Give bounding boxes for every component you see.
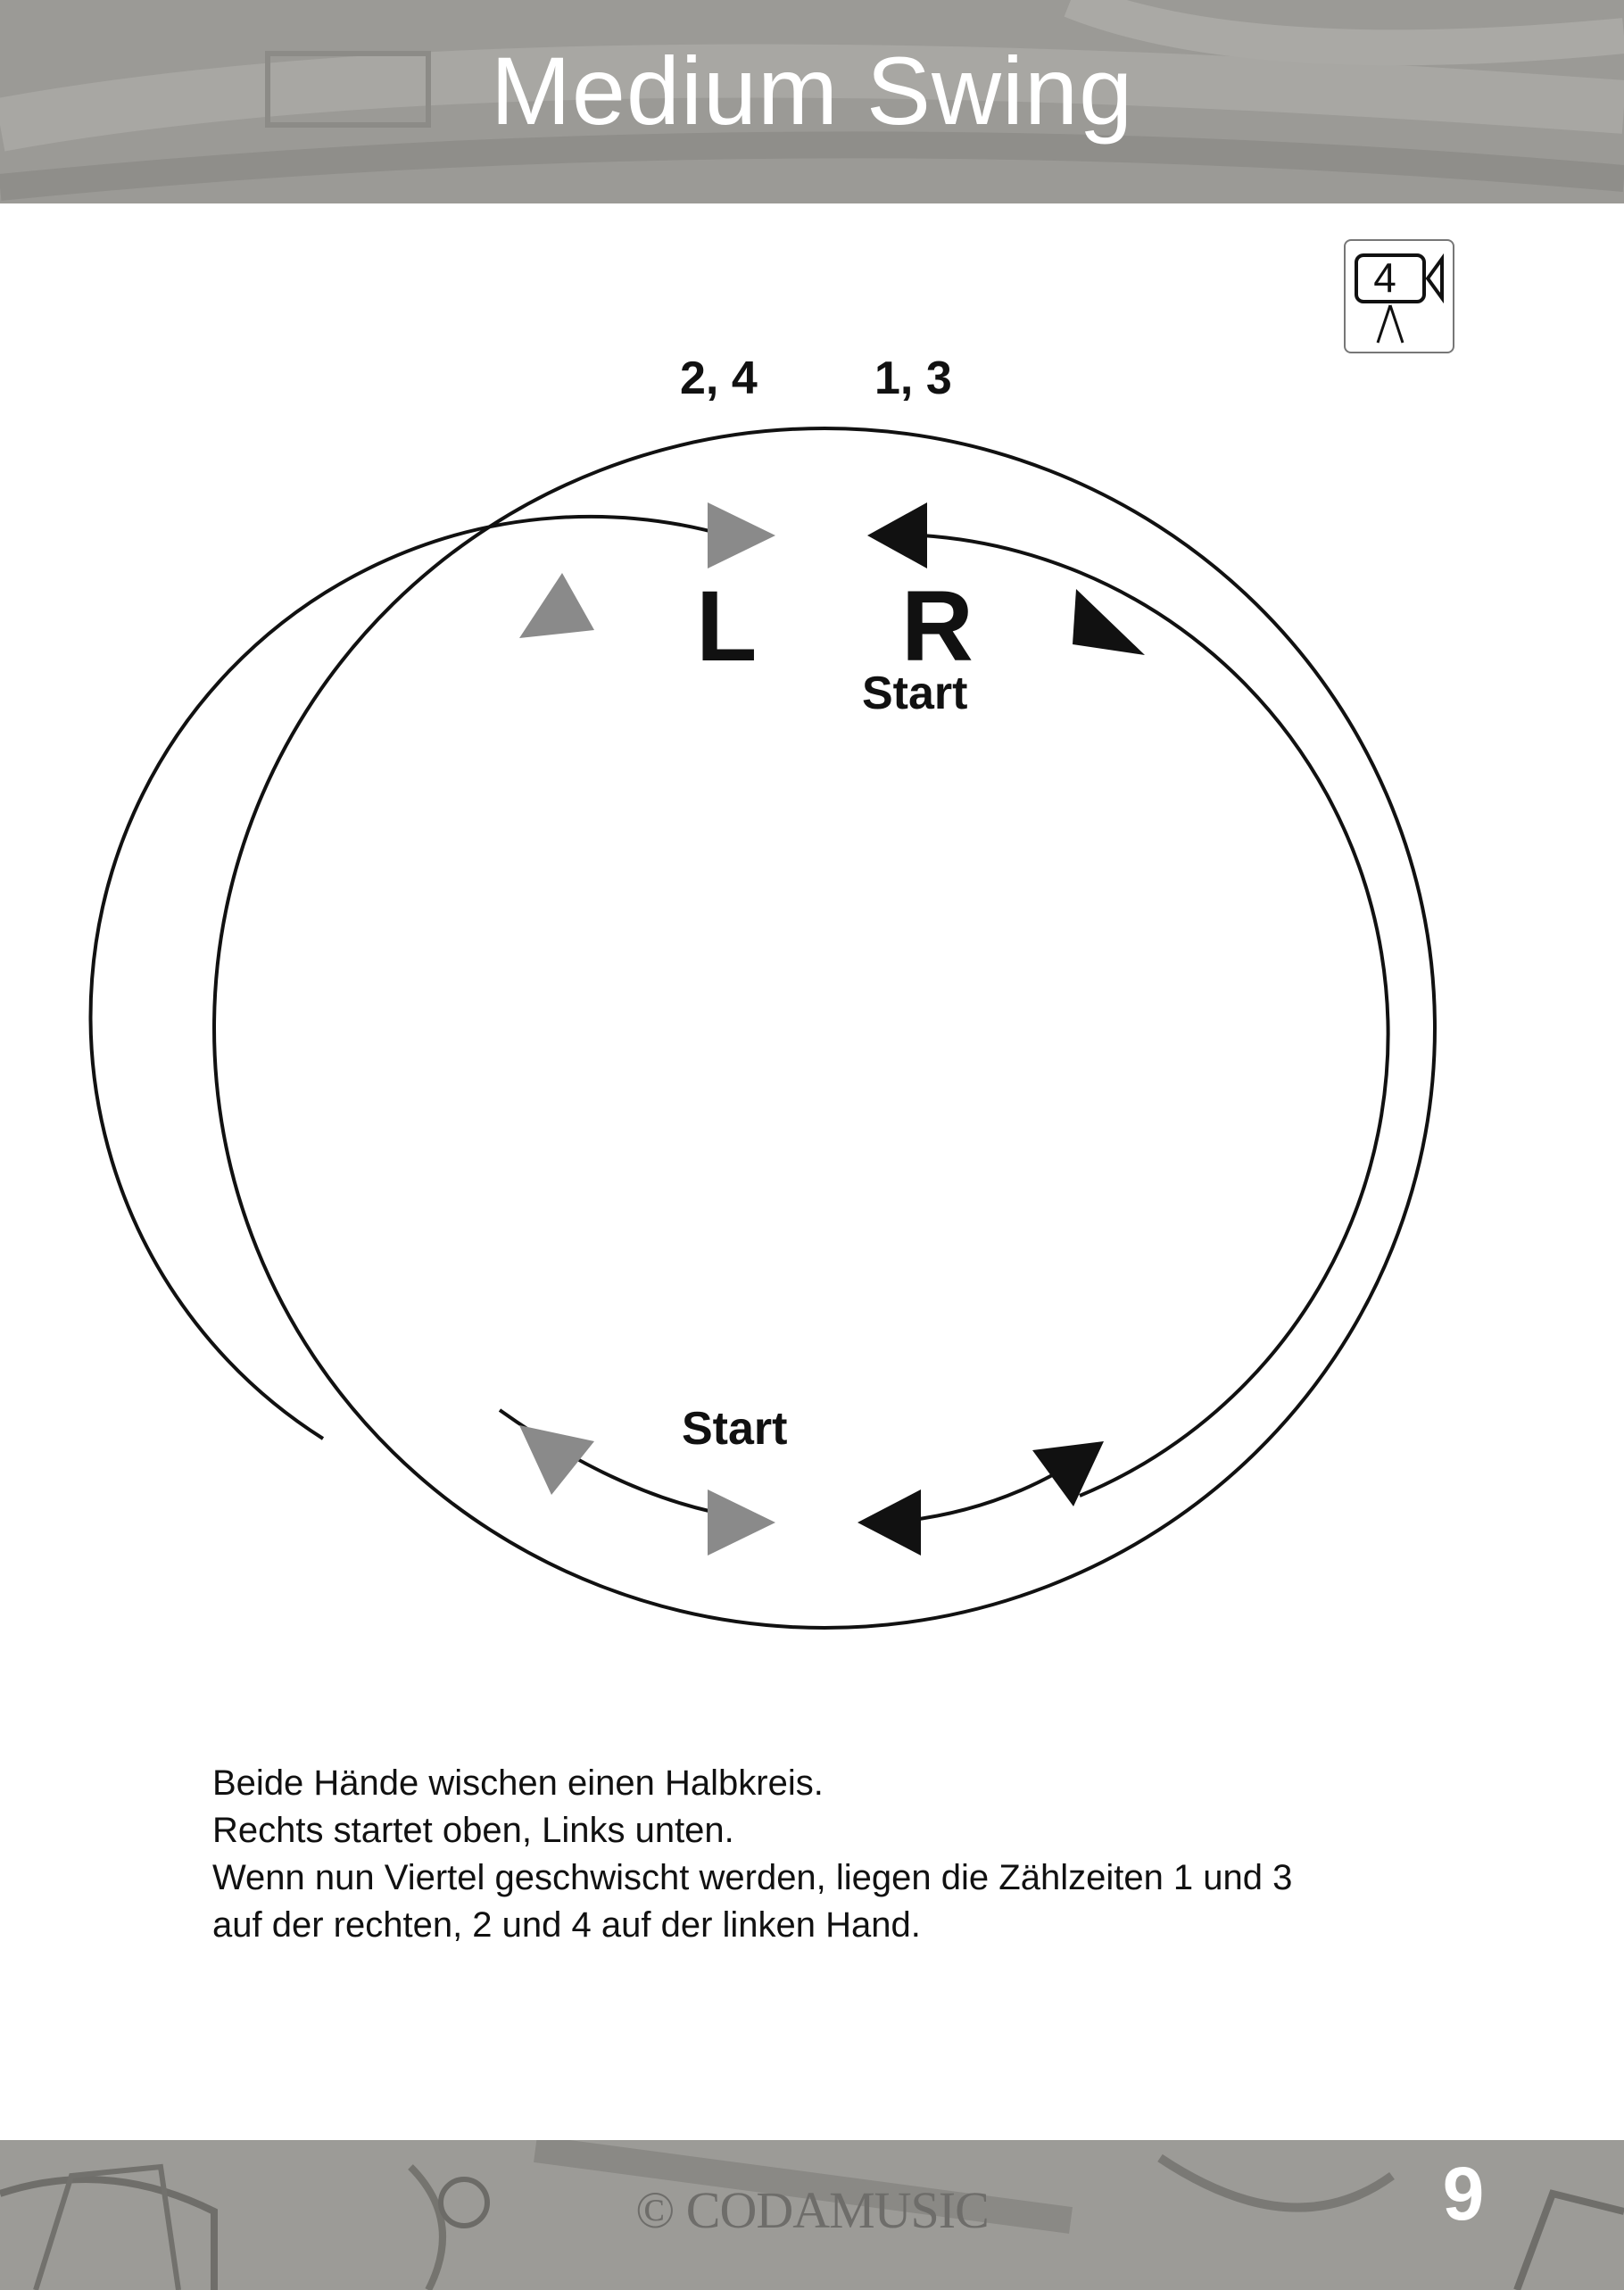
- instruction-line: auf der rechten, 2 und 4 auf der linken Hand.: [212, 1905, 921, 1945]
- left-arrow-lower-left: [519, 1425, 594, 1495]
- outer-circle: [214, 428, 1435, 1628]
- instruction-line: Wenn nun Viertel geschwischt werden, liegen die Zählzeiten 1 und 3: [212, 1858, 1293, 1897]
- count-left-label: 2, 4: [680, 353, 758, 404]
- page-footer: [0, 2140, 1624, 2290]
- start-right-label: Start: [862, 668, 968, 719]
- video-clip-number: 4: [1373, 254, 1396, 301]
- left-arrow-top: [708, 502, 775, 568]
- left-arrow-upper-left: [519, 573, 594, 638]
- right-arrow-bottom: [858, 1489, 921, 1556]
- copyright-text: © CODAMUSIC: [635, 2181, 989, 2239]
- instructions-text: [212, 1760, 1479, 1949]
- page-number: 9: [1442, 2152, 1485, 2236]
- right-hand-upper-arc: [923, 535, 1388, 1496]
- start-left-label: Start: [682, 1403, 788, 1455]
- hand-right-label: R: [901, 570, 974, 682]
- instruction-line: Beide Hände wischen einen Halbkreis.: [212, 1763, 824, 1803]
- left-arrow-bottom: [708, 1489, 775, 1556]
- page-title: Medium Swing: [490, 37, 1134, 145]
- right-arrow-lower-right: [1032, 1441, 1104, 1506]
- left-hand-upper-arc: [91, 517, 726, 1439]
- hand-left-label: L: [696, 570, 758, 682]
- instruction-line: Rechts startet oben, Links unten.: [212, 1811, 734, 1850]
- right-arrow-top: [867, 502, 927, 568]
- count-right-label: 1, 3: [874, 353, 952, 404]
